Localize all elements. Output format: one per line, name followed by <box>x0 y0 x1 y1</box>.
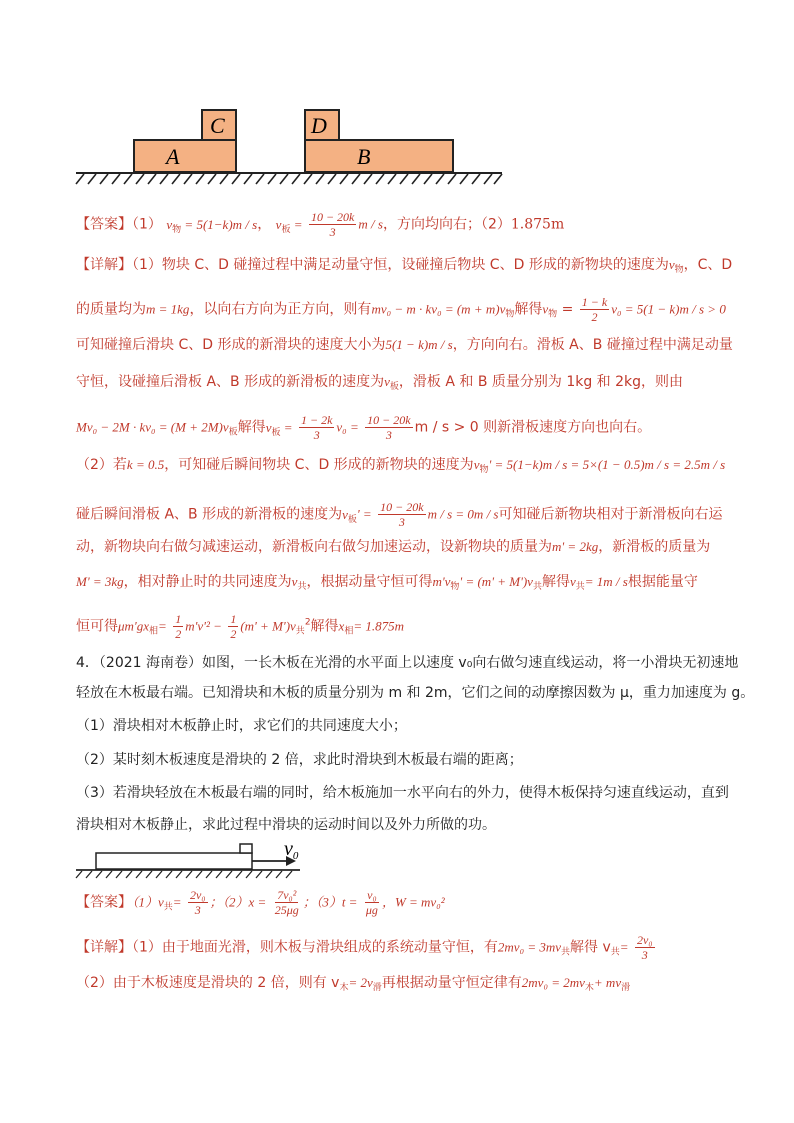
detail-1-line-1: 【详解】（1）物块 C、D 碰撞过程中满足动量守恒，设碰撞后物块 C、D 形成的新物块的速度为$v_物$，C、D <box>76 257 733 274</box>
detail-1-line-2: 的质量均为m = 1kg，以向右方向为正方向，则有$mv_0 - m \cdot kv_0 = (m + m)v_物$解得$v_物$ = $\frac{1 - k}{2}$ v₀ = 5(1 − k)m / s > 0 <box>76 295 726 324</box>
block-d <box>305 110 339 140</box>
detail-1-line-10: 恒可得$\mu m'gx_相=$ $\frac{1}{2}$ m'v'² − $\frac{1}{2}$ $(m' + M')v_共^2$解得$x_相= 1.875m$ <box>76 612 405 641</box>
detail-2-line-1: 【详解】（1）由于地面光滑，则木板与滑块组成的系统动量守恒，有$2mv_0 = 3mv_共$解得 $v_共=$ $\frac{\text{2v₀}}{3}$ <box>76 933 653 962</box>
detail-1-line-9: M' = 3kg，相对静止时的共同速度为$v_共$，根据动量守恒可得$m'v_物' = (m' + M')v_共$解得$v_共= 1m / s$根据能量守 <box>76 574 698 592</box>
v0-label: $v_0$ <box>284 838 299 862</box>
ground <box>76 173 502 184</box>
q4-line-6: 滑块相对木板静止，求此过程中滑块的运动时间以及外力所做的功。 <box>76 817 496 833</box>
long-board <box>96 853 252 869</box>
q4-line-3: （1）滑块相对木板静止时，求它们的共同速度大小； <box>76 718 407 734</box>
detail-1-line-8: 动，新物块向右做匀减速运动，新滑板向右做匀加速运动，设新物块的质量为m' = 2kg，新滑板的质量为 <box>76 539 711 555</box>
q4-line-5: （3）若滑块轻放在木板最右端的同时，给木板施加一水平向右的外力，使得木板保持匀速直线运动，直到 <box>76 785 729 801</box>
detail-1-line-5: $Mv_0 - 2M \cdot kv_0 = (M + 2M)v_板$解得$v_板$ = $\frac{1 - 2k}{3}$ v₀ = $\frac{10 - 20k}{3}$ m / s > 0 则新滑板速度方向也向右。 <box>76 413 652 442</box>
figure-board <box>0 838 794 888</box>
q4-line-1: 4．（2021 海南卷）如图，一长木板在光滑的水平面上以速度 v₀向右做匀速直线运动，将一小滑块无初速地 <box>76 655 739 671</box>
detail-1-line-7: 碰后瞬间滑板 A、B 形成的新滑板的速度为$v_板'$ = $\frac{10 - 20k}{3}$ m / s = 0m / s可知碰后新物块相对于新滑板向右运 <box>76 500 723 529</box>
detail-1-line-6: （2）若k = 0.5，可知碰后瞬间物块 C、D 形成的新物块的速度为$v_物' = 5(1-k)m / s = 5\times(1 - 0.5)m / s = 2.5m / s$ <box>76 457 726 474</box>
svg-text:D: D <box>311 113 327 138</box>
detail-1-line-4: 守恒，设碰撞后滑板 A、B 形成的新滑板的速度为$v_板$，滑板 A 和 B 质量分别为 1kg 和 2kg，则由 <box>76 374 684 391</box>
svg-text:A: A <box>166 144 180 169</box>
ground-2 <box>76 870 300 878</box>
block-c <box>202 110 236 140</box>
svg-text:C: C <box>210 113 225 138</box>
q4-line-2: 轻放在木板最右端。已知滑块和木板的质量分别为 m 和 2m，它们之间的动摩擦因数为 μ，重力加速度为 g。 <box>76 685 755 701</box>
svg-text:B: B <box>357 144 371 169</box>
block-a <box>134 140 236 172</box>
answer-2: 【答案】$(1)v_共=$ $\frac{\text{2v₀}}{3}$ ；（2）x = $\frac{\text{7v₀²}}{25\mu g}$ ；（3）t = $\frac{\text{v₀}}{\mu g}$ ，W = mv₀² <box>76 888 445 917</box>
small-block <box>240 844 252 853</box>
detail-1-line-3: 可知碰撞后滑块 C、D 形成的新滑块的速度大小为5(1 − k)m / s，方向向右。滑板 A、B 碰撞过程中满足动量 <box>76 337 733 353</box>
detail-2-line-2: （2）由于木板速度是滑块的 2 倍，则有 $v_木= 2v_滑$再根据动量守恒定律有$2mv_0 = 2mv_木+ mv_滑$ <box>76 975 631 993</box>
block-b <box>305 140 453 172</box>
answer-1: 【答案】（1） $v_物 = 5(1-k)m / s$， $v_板$ = $\frac{10 - 20k}{3}$ m / s，方向均向右；（2）1.875m <box>76 210 565 239</box>
q4-line-4: （2）某时刻木板速度是滑块的 2 倍，求此时滑块到木板最右端的距离； <box>76 752 523 768</box>
